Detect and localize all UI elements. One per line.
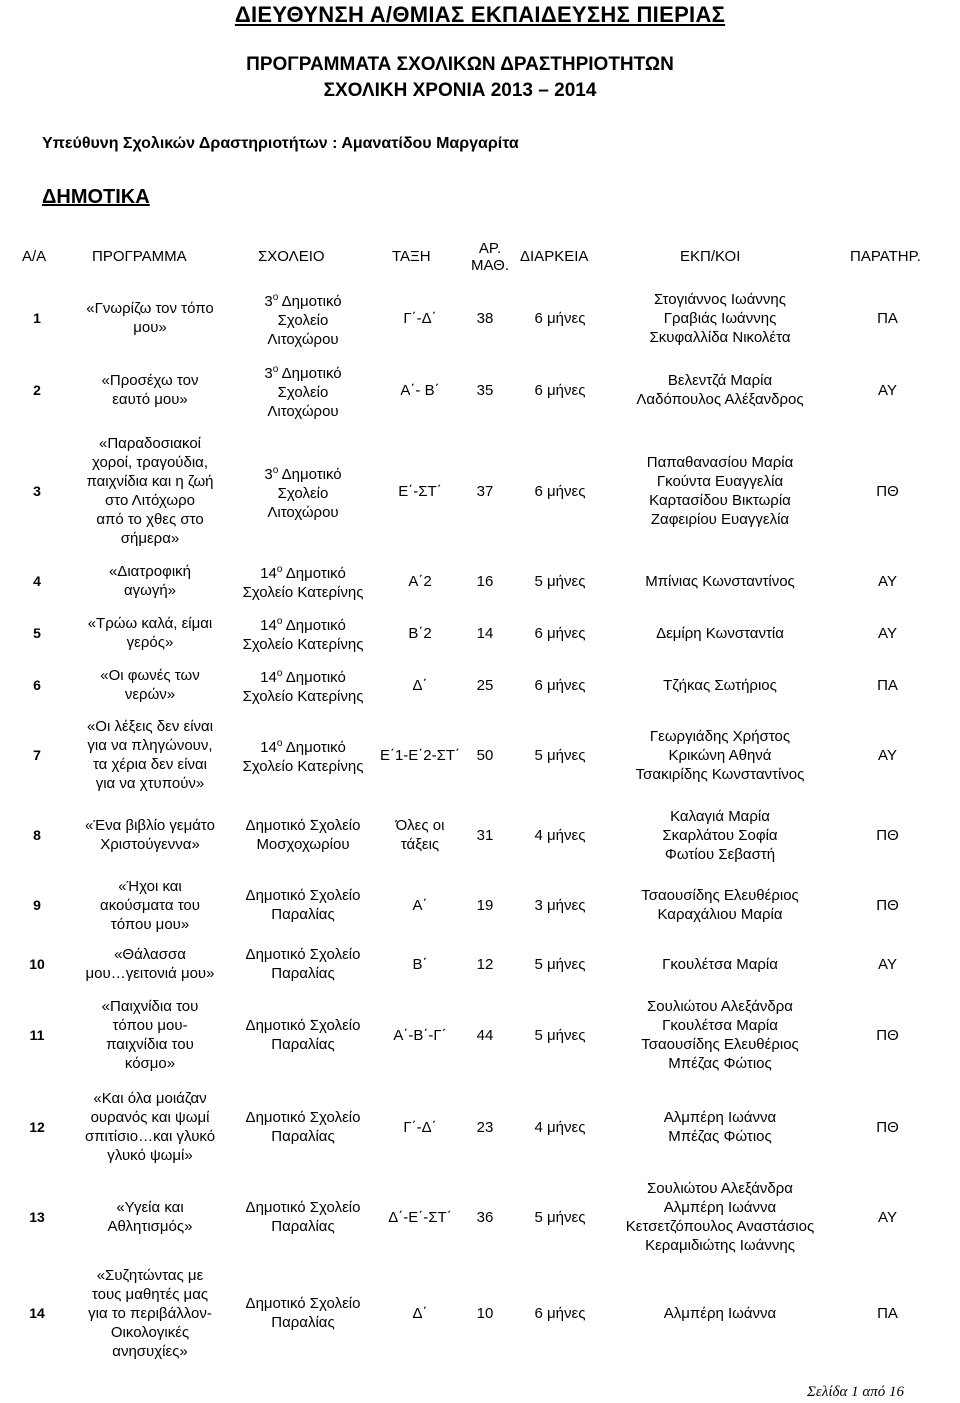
school-name-line: Λιτοχώρου	[267, 402, 339, 420]
program-name-line: σήμερα»	[120, 530, 180, 547]
table-row	[0, 432, 960, 550]
teachers	[590, 942, 850, 986]
duration: 5 μήνες	[534, 746, 586, 764]
program-name-line: αγωγή»	[123, 582, 177, 599]
column-students	[460, 240, 520, 274]
school-name	[228, 660, 378, 710]
class-level-line: τάξεις	[400, 836, 440, 853]
school-name-line: Δημοτικό Σχολείο	[245, 1017, 361, 1034]
program-name-line: για το περιβάλλον-	[88, 1304, 212, 1322]
teacher-line: Τσαουσίδης Ελευθέριος	[641, 887, 799, 904]
program-name	[70, 360, 230, 420]
duration: 6 μήνες	[534, 624, 586, 642]
row-number: 2	[33, 381, 41, 398]
table-row	[0, 360, 960, 420]
school-name	[228, 608, 378, 658]
school-name-line: Δημοτικό Σχολείο	[245, 887, 361, 904]
program-name-line: παιχνίδια και η ζωή	[86, 473, 214, 490]
school-name-line: Λιτοχώρου	[267, 503, 339, 521]
row-number: 14	[29, 1304, 45, 1321]
school-name-line: Σχολείο Κατερίνης	[242, 636, 364, 653]
school-name-line: Παραλίας	[271, 1128, 335, 1145]
teacher-line: Καρτασίδου Βικτωρία	[649, 492, 791, 509]
teacher-line: Γκουλέτσα Μαρία	[662, 1017, 778, 1034]
program-name-line: «Υγεία και	[116, 1199, 184, 1216]
program-name	[70, 1262, 230, 1364]
school-name-line: Δημοτικό Σχολείο	[245, 1295, 361, 1312]
program-name	[70, 288, 230, 348]
class-level: Δ΄-Ε΄-ΣΤ΄	[388, 1208, 452, 1226]
school-name	[228, 1262, 378, 1364]
duration: 4 μήνες	[534, 826, 586, 844]
teacher-line: Τσακιρίδης Κωνσταντίνος	[635, 765, 805, 783]
note: ΠΘ	[876, 482, 899, 500]
program-name-line: «Οι φωνές των	[100, 667, 200, 684]
school-name-line: Δημοτικό Σχολείο	[245, 946, 361, 963]
row-number: 7	[33, 746, 41, 763]
note: ΠΘ	[876, 1118, 899, 1136]
table-row	[0, 288, 960, 348]
program-name-line: Αθλητισμός»	[107, 1218, 193, 1235]
program-name-line: νερών»	[124, 686, 176, 703]
program-name-line: «Τρώω καλά, είμαι	[87, 615, 213, 632]
duration: 5 μήνες	[534, 955, 586, 973]
school-name	[228, 556, 378, 606]
teachers	[590, 360, 850, 420]
teachers	[590, 1262, 850, 1364]
program-title: ΠΡΟΓΡΑΜΜΑΤΑ ΣΧΟΛΙΚΩΝ ΔΡΑΣΤΗΡΙΟΤΗΤΩΝ	[246, 54, 674, 75]
program-name-line: «Θάλασσα	[114, 946, 186, 963]
program-name	[70, 870, 230, 940]
program-name	[70, 992, 230, 1078]
teacher-line: Καλαγιά Μαρία	[670, 807, 770, 825]
responsible-person: Υπεύθυνη Σχολικών Δραστηριοτήτων : Αμανατίδου Μαργαρίτα	[42, 135, 519, 152]
student-count: 19	[476, 896, 494, 914]
program-name-line: «Συζητώντας με	[96, 1266, 204, 1284]
teacher-line: Γεωργιάδης Χρήστος	[649, 727, 791, 745]
row-number: 12	[29, 1118, 45, 1135]
note: ΠΘ	[876, 1026, 899, 1044]
program-name	[70, 660, 230, 710]
program-name-line: για να χτυπούν»	[95, 775, 205, 792]
teacher-line: Ζαφειρίου Ευαγγελία	[650, 511, 790, 528]
program-name-line: ουρανός και ψωμί	[90, 1109, 210, 1126]
school-name-line: Παραλίας	[271, 906, 335, 923]
duration: 6 μήνες	[534, 482, 586, 500]
note: ΠΑ	[877, 309, 898, 327]
duration: 4 μήνες	[534, 1118, 586, 1136]
program-name-line: ανησυχίες»	[112, 1342, 188, 1360]
teacher-line: Καραχάλιου Μαρία	[657, 906, 783, 923]
teacher-line: Παπαθανασίου Μαρία	[646, 454, 794, 471]
teacher-line: Γκουλέτσα Μαρία	[662, 955, 778, 973]
school-name	[228, 870, 378, 940]
program-name-line: μου…γειτονιά μου»	[85, 965, 215, 982]
student-count: 35	[476, 381, 494, 399]
program-name	[70, 710, 230, 800]
school-year: ΣΧΟΛΙΚΗ ΧΡΟΝΙΑ 2013 – 2014	[323, 80, 597, 101]
student-count: 14	[476, 624, 494, 642]
teacher-line: Μπέζας Φώτιος	[668, 1055, 772, 1072]
student-count: 25	[476, 676, 494, 694]
table-row	[0, 1172, 960, 1262]
program-name	[70, 804, 230, 866]
duration: 5 μήνες	[534, 572, 586, 590]
class-level: Α΄-Β΄-Γ΄	[393, 1026, 447, 1044]
teachers	[590, 710, 850, 800]
program-name-line: εαυτό μου»	[112, 391, 188, 408]
table-row	[0, 804, 960, 866]
column-program: ΠΡΟΓΡΑΜΜΑ	[92, 248, 187, 265]
student-count: 44	[476, 1026, 494, 1044]
student-count: 16	[476, 572, 494, 590]
row-number: 10	[29, 955, 45, 972]
class-level: Ε΄1-Ε΄2-ΣΤ΄	[379, 746, 461, 764]
teacher-line: Αλμπέρη Ιωάννα	[663, 1304, 777, 1322]
school-name-line: Λιτοχώρου	[267, 330, 339, 348]
school-name-line: Δημοτικό Σχολείο	[245, 1109, 361, 1126]
school-name-line: Σχολείο	[277, 484, 329, 502]
table-row	[0, 992, 960, 1078]
program-name-line: παιχνίδια του	[106, 1036, 194, 1053]
teacher-line: Μπέζας Φώτιος	[668, 1128, 772, 1145]
teachers	[590, 608, 850, 658]
program-name-line: «Γνωρίζω τον τόπο	[86, 300, 214, 317]
program-name-line: «Οι λέξεις δεν είναι	[86, 718, 214, 735]
teacher-line: Δεμίρη Κωνσταντία	[656, 624, 784, 642]
table-row	[0, 870, 960, 940]
column-notes: ΠΑΡΑΤΗΡ.	[850, 248, 921, 265]
program-name	[70, 432, 230, 550]
program-name-line: «Και όλα μοιάζαν	[93, 1090, 207, 1107]
note: ΠΘ	[876, 896, 899, 914]
duration: 5 μήνες	[534, 1208, 586, 1226]
duration: 6 μήνες	[534, 1304, 586, 1322]
teachers	[590, 1172, 850, 1262]
column-aa: Α/Α	[22, 248, 47, 265]
teacher-line: Μπίνιας Κωνσταντίνος	[645, 572, 795, 590]
section-heading: ΔΗΜΟΤΙΚΑ	[42, 186, 150, 208]
teacher-line: Σκυφαλλίδα Νικολέτα	[649, 328, 791, 346]
teacher-line: Αλμπέρη Ιωάννα	[663, 1199, 777, 1216]
school-name-line: Δημοτικό Σχολείο	[245, 817, 361, 834]
duration: 6 μήνες	[534, 381, 586, 399]
table-row	[0, 1262, 960, 1364]
school-name-line: $14^o$ Δημοτικό	[260, 564, 346, 582]
class-level: Α΄- Β΄	[400, 381, 440, 399]
note: ΠΘ	[876, 826, 899, 844]
teachers	[590, 992, 850, 1078]
program-name-line: κόσμο»	[124, 1055, 176, 1072]
school-name-line: Παραλίας	[271, 1036, 335, 1053]
school-name-line: $14^o$ Δημοτικό	[260, 738, 346, 756]
program-name-line: «Ήχοι και	[118, 877, 182, 895]
program-name	[70, 556, 230, 606]
teachers	[590, 288, 850, 348]
school-name-line: Παραλίας	[271, 965, 335, 982]
class-level: Β΄	[412, 955, 428, 973]
program-name-line: γερός»	[126, 634, 174, 651]
column-students-line2: ΜΑΘ.	[470, 257, 510, 274]
class-level: Γ΄-Δ΄	[403, 1118, 437, 1136]
school-name	[228, 942, 378, 986]
class-level: Α΄	[412, 896, 428, 914]
school-name	[228, 710, 378, 800]
school-name-line: Παραλίας	[271, 1218, 335, 1235]
school-name-line: Σχολείο	[277, 383, 329, 401]
row-number: 8	[33, 826, 41, 843]
row-number: 11	[29, 1026, 45, 1043]
teachers	[590, 432, 850, 550]
class-level-line: Όλες οι	[395, 817, 445, 834]
school-name-line: $3^o$ Δημοτικό	[264, 363, 342, 382]
school-name	[228, 288, 378, 348]
column-teachers: ΕΚΠ/ΚΟΙ	[680, 248, 741, 265]
teacher-line: Κετσετζόπουλος Αναστάσιος	[625, 1218, 815, 1235]
school-name	[228, 432, 378, 550]
program-name-line: μου»	[133, 319, 167, 336]
teacher-line: Τσαουσίδης Ελευθέριος	[641, 1036, 799, 1053]
row-number: 6	[33, 676, 41, 693]
class-level: Δ΄	[412, 1304, 428, 1322]
program-name-line: «Παραδοσιακοί	[99, 435, 201, 452]
school-name	[228, 992, 378, 1078]
teacher-line: Βελεντζά Μαρία	[667, 372, 773, 389]
school-name	[228, 1172, 378, 1262]
duration: 3 μήνες	[534, 896, 586, 914]
note: ΠΑ	[877, 1304, 898, 1322]
class-level: Α΄2	[408, 572, 432, 590]
note: ΑΥ	[878, 381, 897, 399]
row-number: 5	[33, 624, 41, 641]
program-name-line: από το χθες στο	[96, 511, 204, 528]
table-row	[0, 556, 960, 606]
program-name-line: «Ένα βιβλίο γεμάτο	[85, 817, 215, 834]
column-class: ΤΑΞΗ	[392, 248, 431, 265]
teacher-line: Σουλιώτου Αλεξάνδρα	[647, 998, 793, 1015]
school-name-line: Σχολείο	[277, 311, 329, 329]
school-name	[228, 360, 378, 420]
note: ΑΥ	[878, 624, 897, 642]
program-name	[70, 942, 230, 986]
program-name	[70, 1086, 230, 1168]
student-count: 12	[476, 955, 494, 973]
class-level: Ε΄-ΣΤ΄	[398, 482, 442, 500]
duration: 6 μήνες	[534, 309, 586, 327]
note: ΑΥ	[878, 572, 897, 590]
program-name-line: στο Λιτόχωρο	[105, 492, 195, 509]
table-row	[0, 710, 960, 800]
program-name-line: σπιτίσιο…και γλυκό	[84, 1128, 216, 1145]
row-number: 1	[33, 309, 41, 326]
student-count: 50	[476, 746, 494, 764]
row-number: 13	[29, 1208, 45, 1225]
row-number: 9	[33, 896, 41, 913]
duration: 6 μήνες	[534, 676, 586, 694]
student-count: 31	[476, 826, 494, 844]
row-number: 3	[33, 482, 41, 499]
row-number: 4	[33, 572, 41, 589]
note: ΑΥ	[878, 955, 897, 973]
program-name-line: τόπου μου-	[112, 1017, 188, 1034]
school-name-line: Παραλίας	[271, 1314, 335, 1331]
table-row	[0, 608, 960, 658]
note: ΑΥ	[878, 1208, 897, 1226]
page-number: Σελίδα 1 από 16	[807, 1384, 904, 1400]
school-name-line: Σχολείο Κατερίνης	[242, 688, 364, 705]
teachers	[590, 804, 850, 866]
note: ΑΥ	[878, 746, 897, 764]
student-count: 23	[476, 1118, 494, 1136]
program-name-line: τόπου μου»	[110, 915, 190, 933]
teacher-line: Αλμπέρη Ιωάννα	[663, 1109, 777, 1126]
school-name-line: Μοσχοχωρίου	[256, 836, 350, 853]
teacher-line: Φωτίου Σεβαστή	[664, 845, 776, 863]
school-name-line: Δημοτικό Σχολείο	[245, 1199, 361, 1216]
student-count: 10	[476, 1304, 494, 1322]
student-count: 36	[476, 1208, 494, 1226]
school-name	[228, 1086, 378, 1168]
teacher-line: Σουλιώτου Αλεξάνδρα	[647, 1180, 793, 1197]
school-name-line: $14^o$ Δημοτικό	[260, 616, 346, 634]
program-name-line: για να πληγώνουν,	[87, 737, 213, 754]
column-school: ΣΧΟΛΕΙΟ	[258, 248, 325, 265]
school-name-line: Σχολείο Κατερίνης	[242, 758, 364, 775]
teacher-line: Στογιάννος Ιωάννης	[654, 290, 786, 308]
program-name	[70, 1172, 230, 1262]
class-level: Β΄2	[408, 624, 432, 642]
school-name-line: $3^o$ Δημοτικό	[264, 464, 342, 483]
school-name	[228, 804, 378, 866]
teacher-line: Λαδόπουλος Αλέξανδρος	[636, 391, 804, 408]
program-name-line: ακούσματα του	[100, 896, 200, 914]
student-count: 37	[476, 482, 494, 500]
program-name-line: «Διατροφική	[108, 563, 192, 580]
program-name-line: «Προσέχω τον	[101, 372, 199, 389]
program-name-line: «Παιχνίδια του	[101, 998, 199, 1015]
class-level: Γ΄-Δ΄	[403, 309, 437, 327]
class-level: Δ΄	[412, 676, 428, 694]
school-name-line: Σχολείο Κατερίνης	[242, 584, 364, 601]
program-name-line: Χριστούγεννα»	[100, 836, 200, 853]
teachers	[590, 660, 850, 710]
program-name-line: γλυκό ψωμί»	[107, 1147, 193, 1164]
teacher-line: Γραβιάς Ιωάννης	[663, 309, 777, 327]
duration: 5 μήνες	[534, 1026, 586, 1044]
note: ΠΑ	[877, 676, 898, 694]
table-row	[0, 1086, 960, 1168]
document-title: ΔΙΕΥΘΥΝΣΗ Α/ΘΜΙΑΣ ΕΚΠΑΙΔΕΥΣΗΣ ΠΙΕΡΙΑΣ	[234, 2, 726, 27]
column-students-line1: ΑΡ.	[478, 240, 502, 257]
teacher-line: Κρικώνη Αθηνά	[668, 746, 772, 764]
program-name-line: χοροί, τραγούδια,	[91, 454, 209, 471]
table-row	[0, 942, 960, 986]
teachers	[590, 556, 850, 606]
teacher-line: Τζήκας Σωτήριος	[663, 676, 777, 694]
teacher-line: Σκαρλάτου Σοφία	[662, 826, 778, 844]
program-name-line: τα χέρια δεν είναι	[92, 756, 208, 773]
table-row	[0, 660, 960, 710]
teachers	[590, 1086, 850, 1168]
program-name-line: Οικολογικές	[110, 1323, 190, 1341]
teacher-line: Γκούντα Ευαγγελία	[656, 473, 784, 490]
teacher-line: Κεραμιδιώτης Ιωάννης	[645, 1237, 795, 1254]
program-name	[70, 608, 230, 658]
column-duration: ΔΙΑΡΚΕΙΑ	[520, 248, 589, 265]
teachers	[590, 870, 850, 940]
student-count: 38	[476, 309, 494, 327]
school-name-line: $14^o$ Δημοτικό	[260, 668, 346, 686]
school-name-line: $3^o$ Δημοτικό	[264, 291, 342, 310]
program-name-line: τους μαθητές μας	[91, 1285, 209, 1303]
